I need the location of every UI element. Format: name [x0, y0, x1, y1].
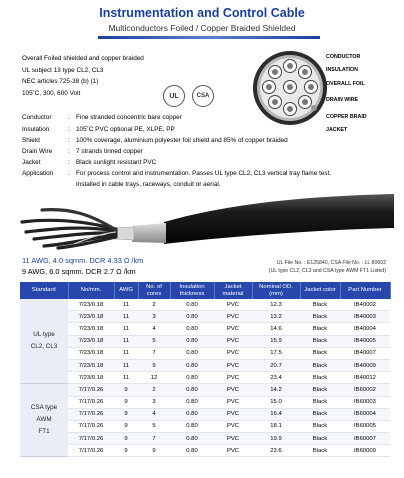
product-table — [20, 282, 391, 457]
table-cell: 7/17/0.26 — [68, 408, 114, 420]
table-cell: 12 — [138, 372, 170, 384]
cable-photo — [14, 188, 394, 250]
table-cell: PVC — [214, 299, 252, 311]
spec-value: Installed in cable trays, raceways, conduit or aerial. — [76, 181, 221, 188]
table-cell: 15.0 — [252, 396, 300, 408]
table-row — [20, 384, 390, 396]
spec-row: Shield : 100% coverage, aluminium polyester foil shield and 85% of copper braided — [22, 137, 288, 144]
table-cell: 0.80 — [170, 420, 214, 432]
table-cell: 7/23/0.18 — [68, 335, 114, 347]
table-cell: 11 — [114, 323, 138, 335]
cable-jacket — [164, 194, 394, 244]
table-cell: Black — [300, 311, 340, 323]
intro-line: NEC articles 725-38 (b) (1) — [22, 78, 99, 85]
table-row — [20, 433, 390, 445]
spec-value: 100% coverage, aluminium polyester foil shield and 85% of copper braided — [76, 137, 288, 144]
standard-cell — [20, 384, 68, 457]
csa-logo-text: CSA — [196, 93, 210, 99]
table-cell: Black — [300, 359, 340, 371]
awg-spec-line: 9 AWG, 6.0 sqmm. DCR 2.7 Ω /km — [22, 267, 136, 276]
table-cell: PVC — [214, 396, 252, 408]
table-row — [20, 347, 390, 359]
table-cell: 7/23/0.18 — [68, 347, 114, 359]
table-cell: 23.4 — [252, 372, 300, 384]
table-cell: IB40007 — [340, 347, 390, 359]
spec-value: Fine stranded concentric bare copper — [76, 114, 182, 121]
column-header: Jacket color — [300, 282, 340, 299]
table-cell: 7/23/0.18 — [68, 323, 114, 335]
standard-label: CSA type — [30, 404, 58, 412]
standard-label: AWM — [36, 416, 52, 424]
standard-label: FT1 — [38, 428, 50, 436]
table-row — [20, 445, 390, 457]
listing-note: (UL type CL2, CL3 and CSA type AWM FT1 Listed) — [268, 268, 386, 274]
standard-cell — [20, 299, 68, 384]
table-cell: 0.80 — [170, 311, 214, 323]
table-cell: 2 — [138, 384, 170, 396]
spec-row: Insulation : 105˚C PVC optional PE, XLPE, PP — [22, 126, 175, 133]
table-cell: 7 — [138, 347, 170, 359]
table-cell: Black — [300, 384, 340, 396]
column-header: Jacket material — [214, 282, 252, 299]
table-cell: IB60005 — [340, 420, 390, 432]
table-cell: Black — [300, 408, 340, 420]
table-cell: 18.1 — [252, 420, 300, 432]
table-cell: 5 — [138, 420, 170, 432]
spec-row — [22, 181, 221, 188]
spec-value: For process control and instrumentation. Passes UL type CL2, CL3 vertical tray flame test. — [76, 170, 332, 177]
table-cell: Black — [300, 335, 340, 347]
table-cell: 9 — [114, 420, 138, 432]
table-cell: IB60009 — [340, 445, 390, 457]
table-cell: PVC — [214, 433, 252, 445]
spec-label: Insulation — [22, 126, 50, 133]
table-cell: 0.80 — [170, 323, 214, 335]
table-cell: Black — [300, 433, 340, 445]
table-cell: 7/23/0.18 — [68, 299, 114, 311]
table-cell: 9 — [114, 396, 138, 408]
spec-row: Drain Wire : 7 strands tinned copper — [22, 148, 143, 155]
standard-label: CL2, CL3 — [30, 343, 58, 351]
ul-logo-text: UL — [169, 92, 179, 100]
table-cell: Black — [300, 347, 340, 359]
table-cell: 0.80 — [170, 347, 214, 359]
table-header-row — [20, 282, 390, 299]
callout-overall-foil: OVERALL FOIL — [326, 81, 365, 87]
spec-label: Jacket — [22, 159, 41, 166]
table-cell: PVC — [214, 420, 252, 432]
table-cell: 0.80 — [170, 335, 214, 347]
table-cell: 16.4 — [252, 408, 300, 420]
spec-label: Drain Wire — [22, 148, 53, 155]
table-cell: 11 — [114, 299, 138, 311]
table-cell: PVC — [214, 311, 252, 323]
page-title: Instrumentation and Control Cable — [99, 6, 305, 20]
table-cell: 0.80 — [170, 372, 214, 384]
table-row — [20, 335, 390, 347]
callout-insulation: INSULATION — [326, 67, 358, 73]
table-cell: PVC — [214, 408, 252, 420]
table-cell: 7/23/0.18 — [68, 311, 114, 323]
table-cell: 4 — [138, 323, 170, 335]
table-cell: 9 — [138, 445, 170, 457]
table-cell: 11 — [114, 359, 138, 371]
table-cell: 20.7 — [252, 359, 300, 371]
table-cell: 7/17/0.26 — [68, 420, 114, 432]
table-cell: 3 — [138, 396, 170, 408]
spec-value: 105˚C PVC optional PE, XLPE, PP — [76, 126, 175, 133]
title-underline — [98, 36, 320, 39]
spec-row: Application : For process control and instrumentation. Passes UL type CL2, CL3 vertical tray flame test. — [22, 170, 332, 177]
table-cell: 0.80 — [170, 299, 214, 311]
table-row — [20, 396, 390, 408]
cable-conductors — [22, 210, 116, 248]
intro-line: UL subject 13 type CL2, CL3 — [22, 67, 104, 74]
callout-conductor: CONDUCTOR — [326, 54, 361, 60]
table-cell: 7 — [138, 433, 170, 445]
ul-certification-logo — [163, 85, 185, 107]
column-header: Standard — [20, 282, 68, 299]
table-row — [20, 420, 390, 432]
callout-copper-braid: COPPER BRAID — [326, 114, 367, 120]
table-cell: 14.2 — [252, 384, 300, 396]
spec-value: Black sunlight resistant PVC — [76, 159, 157, 166]
file-number: UL File No. : E125840, CSA File No. : LL 80602 — [276, 260, 386, 266]
table-cell: IB40009 — [340, 359, 390, 371]
table-cell: PVC — [214, 323, 252, 335]
table-cell: 9 — [138, 359, 170, 371]
table-row — [20, 359, 390, 371]
table-cell: Black — [300, 420, 340, 432]
standard-label: UL type — [33, 331, 55, 339]
table-cell: 9 — [114, 384, 138, 396]
table-cell: IB60002 — [340, 384, 390, 396]
table-row — [20, 299, 390, 311]
spec-label: Shield — [22, 137, 40, 144]
drain-wire-dot — [311, 105, 317, 111]
table-cell: 7/23/0.18 — [68, 372, 114, 384]
table-row — [20, 372, 390, 384]
table-cell: 15.9 — [252, 335, 300, 347]
spec-label: Application — [22, 170, 54, 177]
table-cell: PVC — [214, 384, 252, 396]
table-cell: 7/17/0.26 — [68, 384, 114, 396]
table-cell: PVC — [214, 359, 252, 371]
intro-line: Overall Foiled shielded and copper braided — [22, 55, 144, 62]
spec-label: Conductor — [22, 114, 52, 121]
table-row — [20, 311, 390, 323]
callout-drain-wire: DRAIN WIRE — [326, 97, 359, 103]
cable-cross-section-diagram — [252, 50, 328, 126]
table-cell: IB40012 — [340, 372, 390, 384]
table-cell: PVC — [214, 372, 252, 384]
table-cell: 11 — [114, 311, 138, 323]
table-cell: 17.5 — [252, 347, 300, 359]
table-cell: 7/17/0.26 — [68, 433, 114, 445]
table-cell: Black — [300, 396, 340, 408]
table-row — [20, 408, 390, 420]
table-cell: 9 — [114, 408, 138, 420]
table-cell: IB40002 — [340, 299, 390, 311]
table-cell: 9 — [114, 445, 138, 457]
column-header: AWG — [114, 282, 138, 299]
column-header: Part Number — [340, 282, 390, 299]
table-cell: 2 — [138, 299, 170, 311]
column-header: Insulation thickness — [170, 282, 214, 299]
intro-line: 105˚C, 300, 600 Volt — [22, 90, 81, 97]
table-cell: PVC — [214, 347, 252, 359]
callout-jacket: JACKET — [326, 127, 348, 133]
table-cell: 11 — [114, 347, 138, 359]
table-cell: 12.3 — [252, 299, 300, 311]
awg-spec-line: 11 AWG, 4.0 sqmm. DCR 4.33 Ω /km — [22, 256, 144, 265]
table-cell: 7/23/0.18 — [68, 359, 114, 371]
table-cell: 0.80 — [170, 433, 214, 445]
csa-certification-logo — [192, 85, 214, 107]
table-cell: IB60004 — [340, 408, 390, 420]
table-cell: IB60007 — [340, 433, 390, 445]
table-cell: 3 — [138, 311, 170, 323]
table-cell: 14.6 — [252, 323, 300, 335]
table-cell: Black — [300, 372, 340, 384]
table-cell: 7/17/0.26 — [68, 445, 114, 457]
table-cell: 0.80 — [170, 359, 214, 371]
table-cell: 0.80 — [170, 445, 214, 457]
table-row — [20, 323, 390, 335]
table-cell: Black — [300, 445, 340, 457]
table-cell: 4 — [138, 408, 170, 420]
column-header: No. of cores — [138, 282, 170, 299]
table-cell: 11 — [114, 372, 138, 384]
table-cell: Black — [300, 323, 340, 335]
table-cell: 0.80 — [170, 384, 214, 396]
table-cell: 23.6 — [252, 445, 300, 457]
table-cell: PVC — [214, 445, 252, 457]
table-cell: 11 — [114, 335, 138, 347]
table-cell: 13.2 — [252, 311, 300, 323]
table-cell: 5 — [138, 335, 170, 347]
table-cell: 19.9 — [252, 433, 300, 445]
table-cell: 9 — [114, 433, 138, 445]
spec-value: 7 strands tinned copper — [76, 148, 143, 155]
spec-row: Conductor : Fine stranded concentric bare copper — [22, 114, 182, 121]
spec-row: Jacket : Black sunlight resistant PVC — [22, 159, 157, 166]
cable-braid — [132, 223, 166, 243]
table-cell: IB40003 — [340, 311, 390, 323]
table-cell: IB40004 — [340, 323, 390, 335]
table-cell: 7/17/0.26 — [68, 396, 114, 408]
table-cell: PVC — [214, 335, 252, 347]
table-cell: IB40005 — [340, 335, 390, 347]
table-cell: IB60003 — [340, 396, 390, 408]
page-subtitle: Multiconductors Foiled / Copper Braided Shielded — [108, 23, 296, 33]
table-cell: 0.80 — [170, 408, 214, 420]
column-header: No/mm. — [68, 282, 114, 299]
table-cell: Black — [300, 299, 340, 311]
column-header: Nominal OD.(mm) — [252, 282, 300, 299]
table-cell: 0.80 — [170, 396, 214, 408]
table-body — [20, 299, 390, 457]
